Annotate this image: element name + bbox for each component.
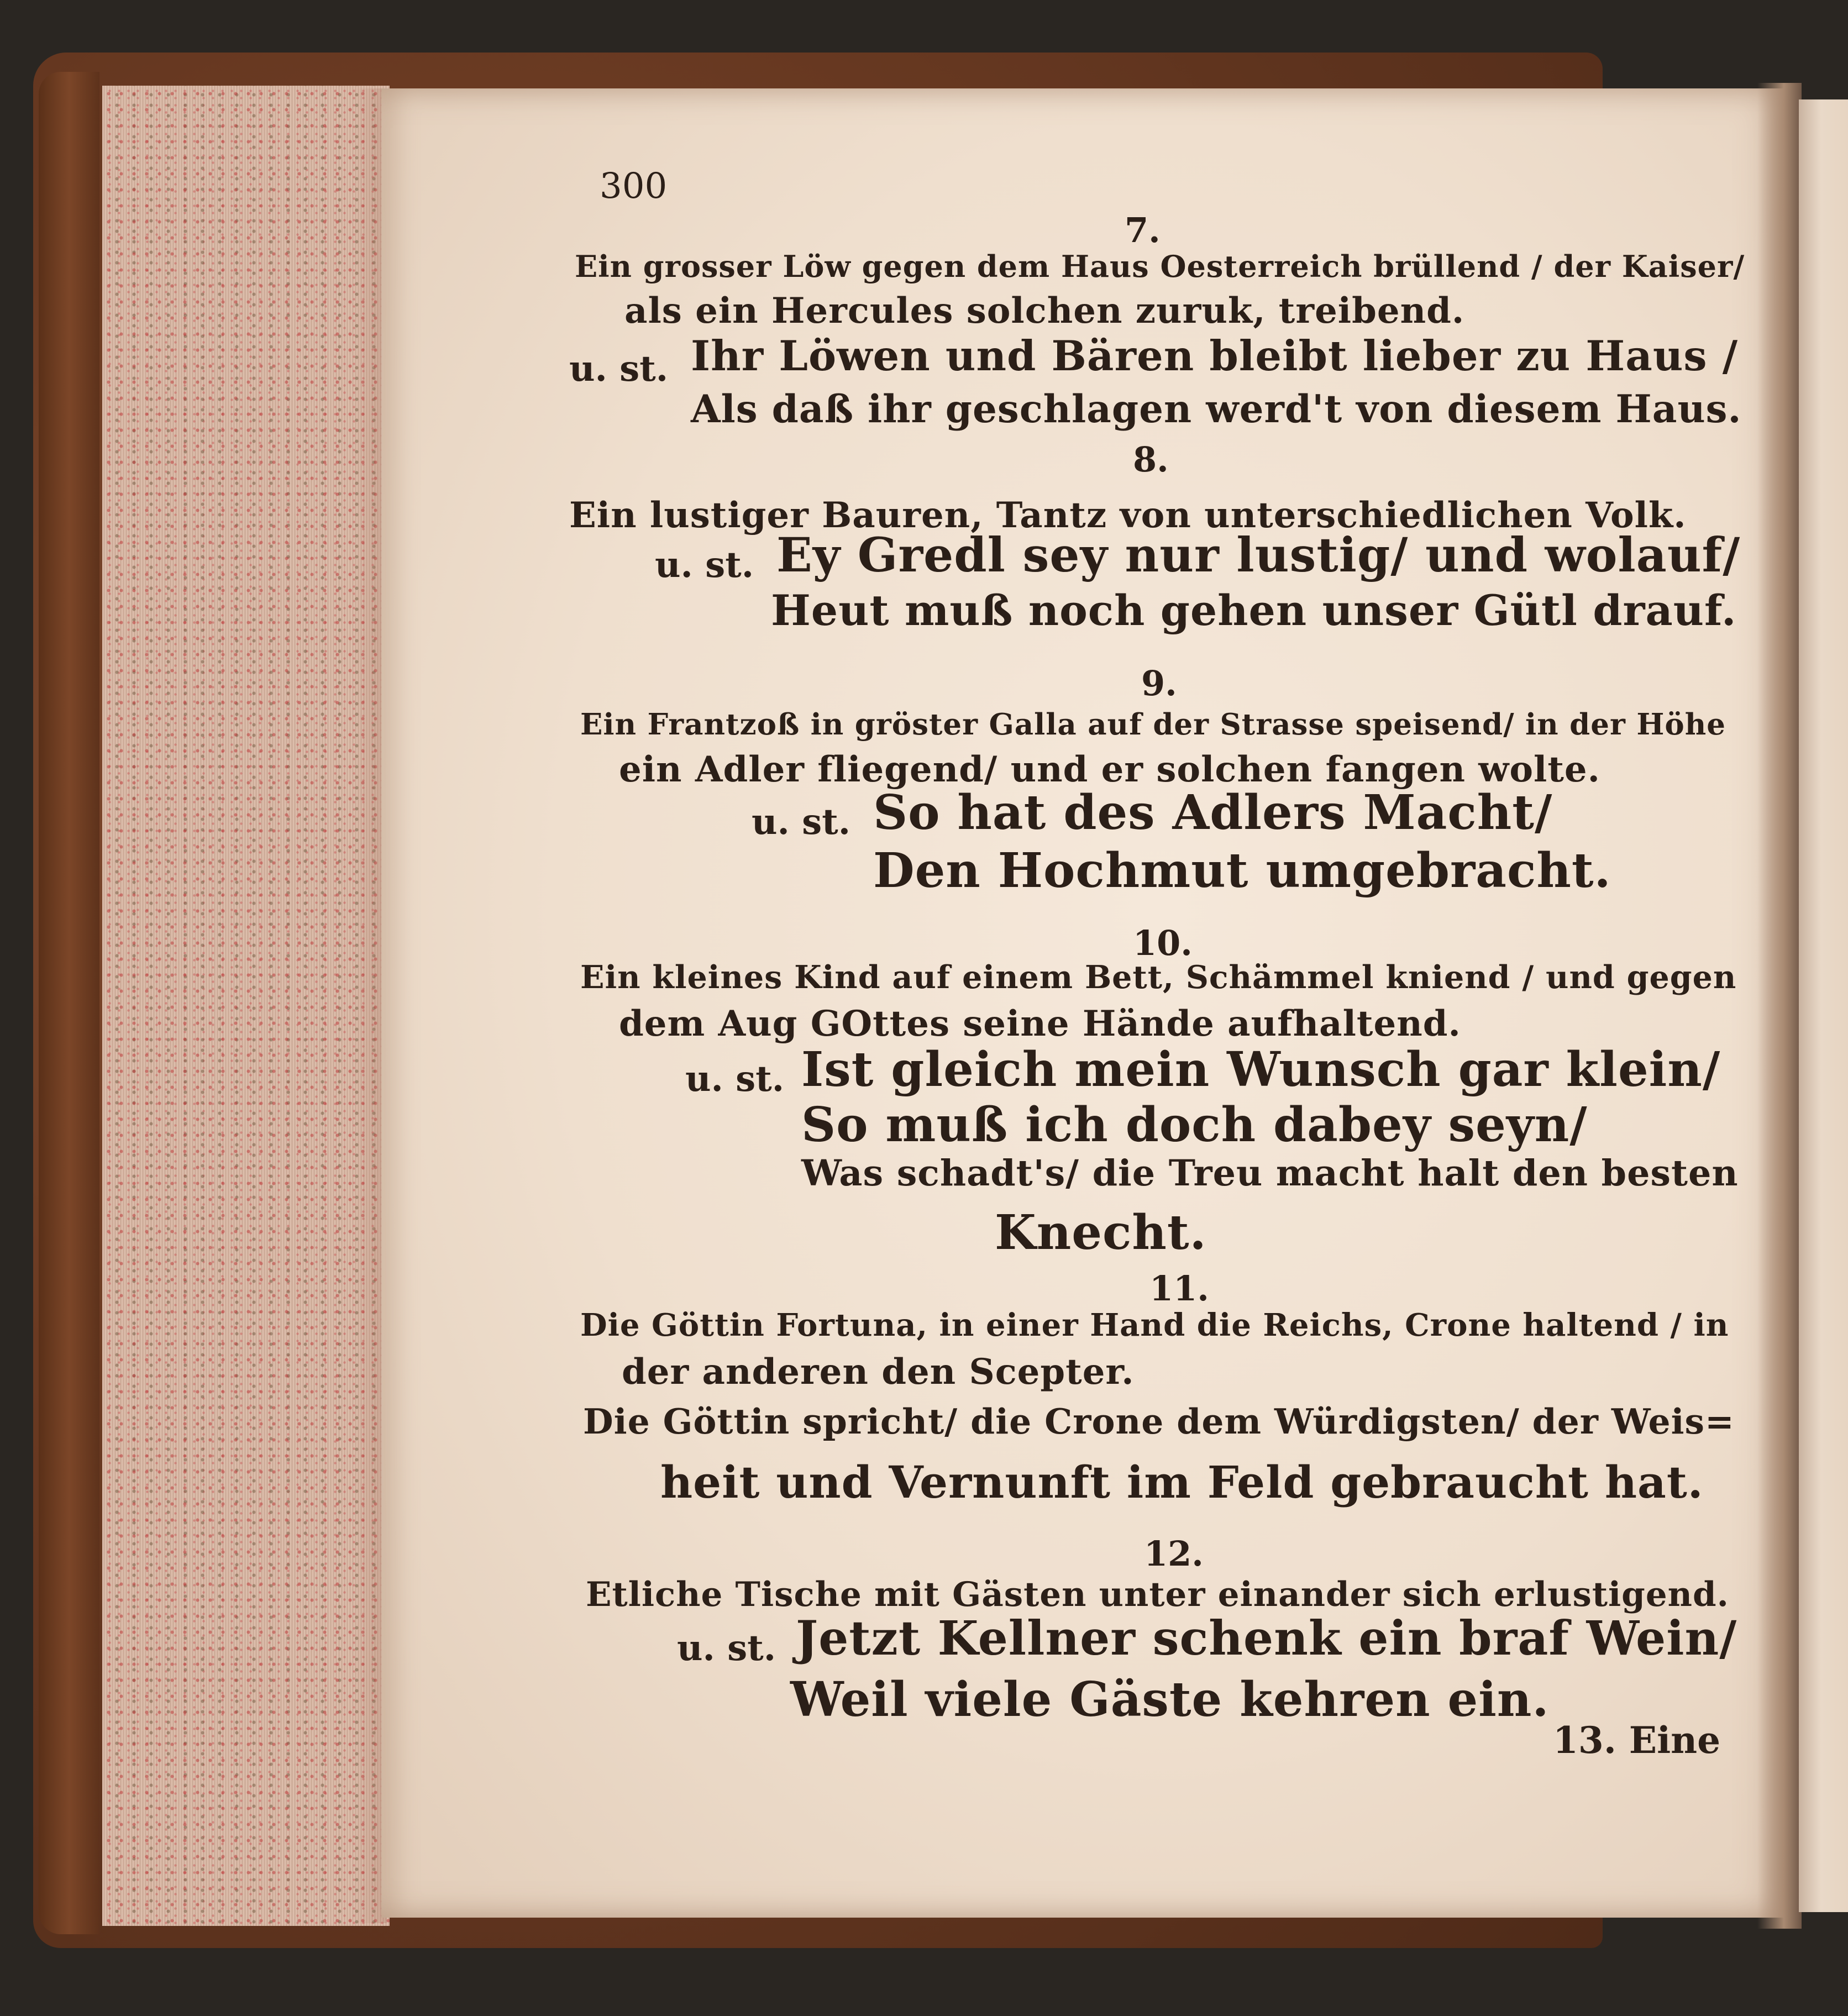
- entry-motto-line: Ist gleich mein Wunsch gar klein/: [801, 1042, 1721, 1098]
- cover-edge: [39, 72, 99, 1934]
- entry-description-line: Ein grosser Löw gegen dem Haus Oesterreich brüllend / der Kaiser/: [575, 249, 1745, 284]
- entry-motto-line: So hat des Adlers Macht/: [873, 785, 1553, 841]
- entry-description-line: dem Aug GOttes seine Hände aufhaltend.: [619, 1003, 1461, 1044]
- entry-abbreviation: u. st.: [655, 544, 754, 586]
- entry-motto-line: So muß ich doch dabey seyn/: [801, 1097, 1588, 1153]
- entry-abbreviation: u. st.: [752, 801, 851, 843]
- entry-number: 7.: [1125, 210, 1161, 250]
- speckled-page-edges: [102, 86, 390, 1926]
- entry-description-line: ein Adler fliegend/ und er solchen fangen wolte.: [619, 749, 1600, 790]
- entry-number: 11.: [1149, 1268, 1209, 1309]
- facing-page-edge: [1799, 99, 1848, 1912]
- entry-number: 8.: [1133, 439, 1169, 480]
- entry-motto-line: Ey Gredl sey nur lustig/ und wolauf/: [776, 528, 1741, 583]
- entry-number: 12.: [1144, 1534, 1204, 1574]
- entry-motto-line: Knecht.: [995, 1205, 1207, 1261]
- entry-motto-line: Heut muß noch gehen unser Gütl drauf.: [771, 586, 1737, 635]
- entry-description-line: Ein Frantzoß in gröster Galla auf der Strasse speisend/ in der Höhe: [580, 707, 1726, 742]
- catchword: 13. Eine: [1553, 1719, 1721, 1762]
- entry-number: 9.: [1141, 663, 1177, 704]
- entry-motto-line: Die Göttin spricht/ die Crone dem Würdigsten/ der Weis=: [583, 1401, 1735, 1442]
- entry-description-line: Die Göttin Fortuna, in einer Hand die Reichs, Crone haltend / in: [580, 1307, 1729, 1343]
- entry-description-line: der anderen den Scepter.: [622, 1351, 1135, 1393]
- entry-abbreviation: u. st.: [569, 348, 668, 390]
- entry-description-line: Etliche Tische mit Gästen unter einander sich erlustigend.: [586, 1575, 1729, 1614]
- entry-motto-line: Weil viele Gäste kehren ein.: [790, 1672, 1550, 1728]
- entry-motto-line: heit und Vernunft im Feld gebraucht hat.: [660, 1456, 1704, 1508]
- entry-motto-line: Was schadt's/ die Treu macht halt den besten: [801, 1152, 1739, 1194]
- entry-motto-line: Den Hochmut umgebracht.: [873, 843, 1611, 899]
- entry-number: 10.: [1133, 923, 1193, 963]
- entry-abbreviation: u. st.: [677, 1628, 776, 1669]
- book-gutter: [1757, 83, 1802, 1929]
- entry-description-line: Ein kleines Kind auf einem Bett, Schämmel kniend / und gegen: [580, 959, 1737, 996]
- page-number: 300: [600, 166, 668, 207]
- entry-motto-line: Jetzt Kellner schenk ein braf Wein/: [796, 1611, 1737, 1666]
- entry-abbreviation: u. st.: [685, 1058, 784, 1100]
- entry-description-line: Ein lustiger Bauren, Tantz von unterschiedlichen Volk.: [569, 495, 1687, 536]
- entry-motto-line: Ihr Löwen und Bären bleibt lieber zu Haus /: [691, 332, 1739, 380]
- entry-motto-line: Als daß ihr geschlagen werd't von diesem Haus.: [691, 387, 1742, 432]
- entry-description-line: als ein Hercules solchen zuruk, treibend.: [624, 290, 1465, 332]
